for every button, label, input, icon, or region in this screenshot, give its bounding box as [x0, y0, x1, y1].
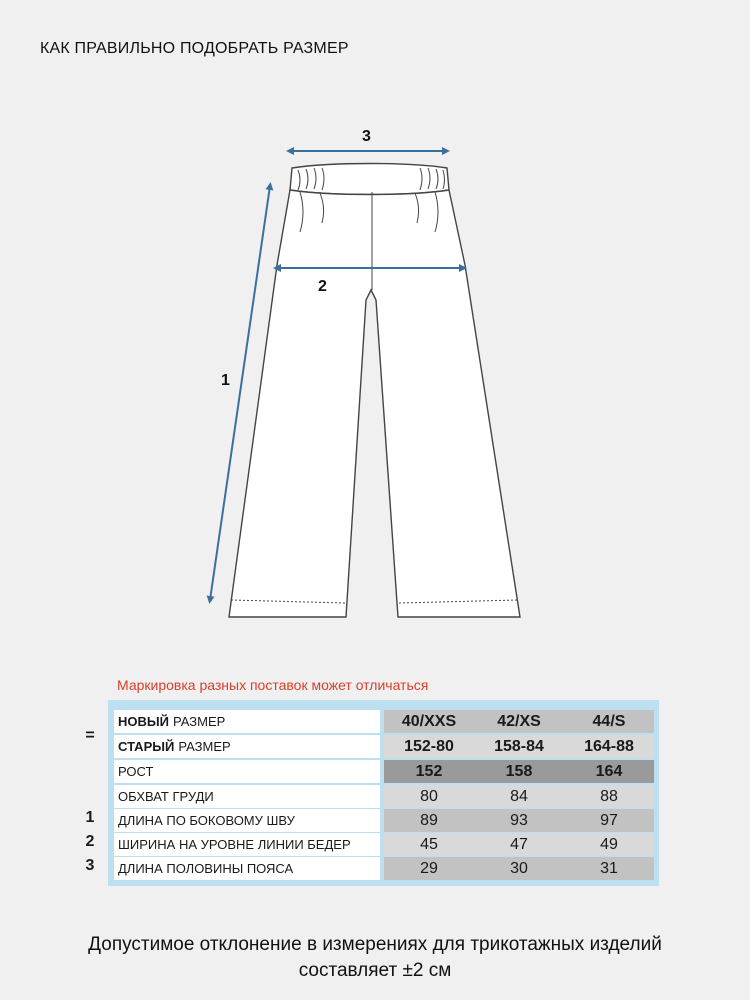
table-cell: 84: [510, 787, 528, 805]
table-cell: 45: [420, 835, 438, 853]
hip-width-label: 2: [318, 278, 327, 295]
table-cell: 31: [600, 859, 618, 877]
table-row: [114, 760, 654, 783]
table-row: [114, 785, 654, 808]
table-cell: 164-88: [584, 737, 634, 755]
trousers-outline: [229, 164, 520, 618]
row-label: ДЛИНА ПОЛОВИНЫ ПОЯСА: [114, 857, 380, 880]
table-cell: 152-80: [404, 737, 454, 755]
row-label: РОСТ: [114, 760, 380, 783]
table-cell: 40/XXS: [401, 712, 457, 730]
table-cell: 152: [415, 762, 443, 780]
row-label: СТАРЫЙ РАЗМЕР: [114, 735, 380, 758]
marker-row-4: 1: [85, 809, 95, 826]
table-cell: 30: [510, 859, 528, 877]
tolerance-line-1: Допустимое отклонение в измерениях для трикотажных изделий: [88, 934, 662, 955]
tolerance-note: [0, 932, 750, 984]
table-cell: 88: [600, 787, 618, 805]
table-cell: 97: [600, 811, 618, 829]
table-cell: 42/XS: [497, 712, 541, 730]
page-title: КАК ПРАВИЛЬНО ПОДОБРАТЬ РАЗМЕР: [40, 40, 349, 57]
waist-half-label: 3: [362, 128, 371, 145]
supply-note: Маркировка разных поставок может отличаться: [117, 677, 429, 693]
table-cell: 93: [510, 811, 528, 829]
table-cell: 44/S: [592, 712, 626, 730]
table-cell: 29: [420, 859, 438, 877]
marker-row-6: 3: [85, 857, 95, 874]
table-cell: 80: [420, 787, 438, 805]
row-label: ШИРИНА НА УРОВНЕ ЛИНИИ БЕДЕР: [114, 833, 380, 856]
table-row: [114, 735, 654, 758]
table-cell: 158: [505, 762, 533, 780]
table-cell: 47: [510, 835, 528, 853]
row-label: НОВЫЙ РАЗМЕР: [114, 710, 380, 733]
table-cell: 49: [600, 835, 618, 853]
table-cell: 164: [595, 762, 623, 780]
row-label: ОБХВАТ ГРУДИ: [114, 785, 380, 808]
length-label: 1: [221, 372, 230, 389]
table-row: [114, 809, 654, 832]
marker-row-5: 2: [85, 833, 95, 850]
marker-row-0: =: [85, 727, 95, 744]
table-cell: 158-84: [494, 737, 544, 755]
table-cell: 89: [420, 811, 438, 829]
tolerance-line-2: составляет ±2 см: [298, 960, 452, 981]
table-row: [114, 857, 654, 880]
table-row: [114, 710, 654, 733]
row-label: ДЛИНА ПО БОКОВОМУ ШВУ: [114, 809, 380, 832]
size-table: [108, 700, 659, 886]
table-row: [114, 833, 654, 856]
